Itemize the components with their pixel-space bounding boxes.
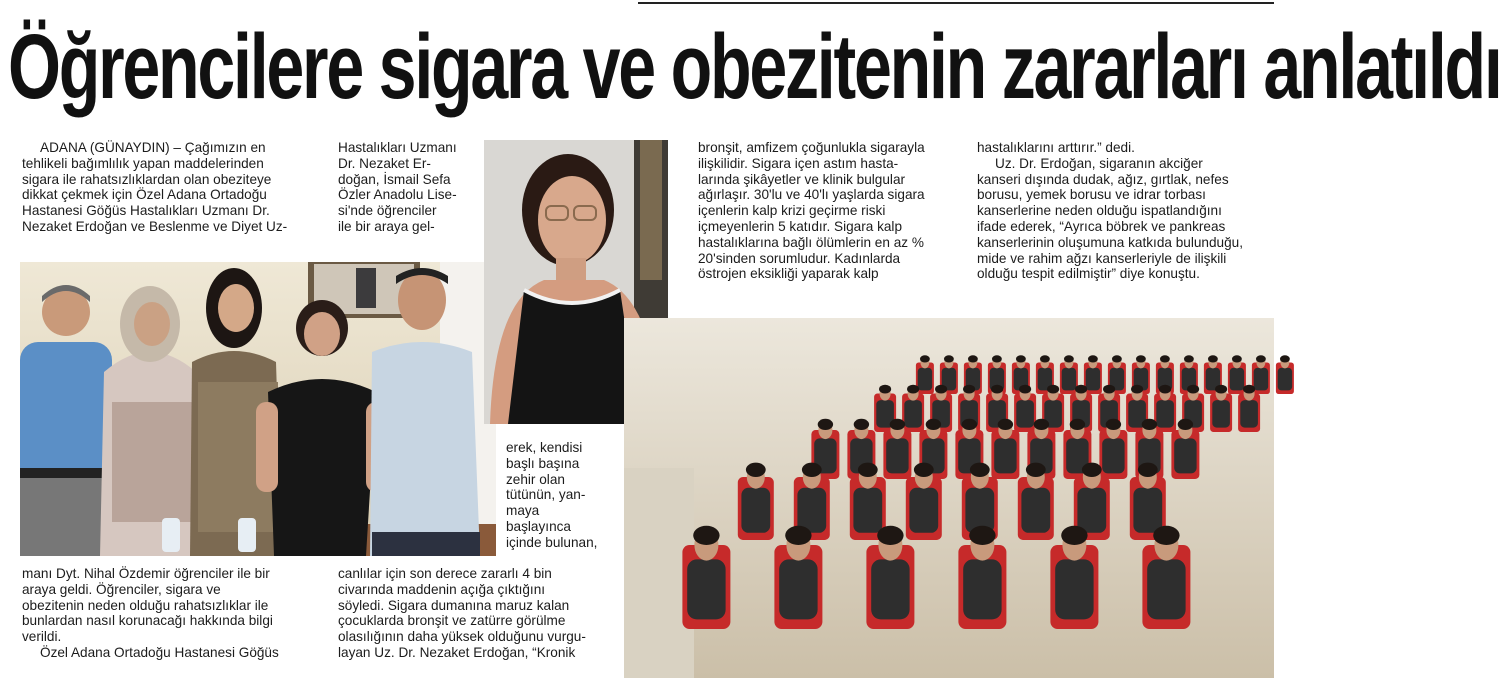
text-line: 20'sinden sorumludur. Kadınlarda xyxy=(698,250,901,266)
text-line: verildi. xyxy=(22,629,62,645)
text-line: layan Uz. Dr. Nezaket Erdoğan, “Kronik xyxy=(338,644,576,660)
text-line: Özler Anadolu Lise- xyxy=(338,187,457,203)
text-line: Hastalıkları Uzmanı xyxy=(338,140,457,155)
text-line: söyledi. Sigara dumanına maruz kalan xyxy=(338,597,570,613)
article-col1-top xyxy=(22,140,318,235)
text-line: başlayınca xyxy=(506,518,571,534)
article-col5-top xyxy=(977,140,1274,282)
text-line: tehlikeli bağımlılık yapan maddelerinden xyxy=(22,155,264,171)
text-line: ADANA (GÜNAYDIN) – Çağımızın en xyxy=(40,140,266,155)
article-col4-top xyxy=(698,140,964,282)
text-line: obezitenin neden olduğu rahatsızlıklar ile xyxy=(22,597,269,613)
text-line: dikkat çekmek için Özel Adana Ortadoğu xyxy=(22,187,267,203)
text-line: ile bir araya gel- xyxy=(338,218,435,234)
text-line: içenlerin kalp krizi geçirme riski xyxy=(698,203,886,219)
auditorium-photo xyxy=(624,318,1274,678)
article-col2-top xyxy=(338,140,483,235)
text-line: östrojen eksikliği yaparak kalp xyxy=(698,266,879,282)
headline: Öğrencilere sigara ve obezitenin zararları anlatıldı xyxy=(8,16,1501,118)
text-line: kanserlerine neden olduğu ispatlandığını xyxy=(977,203,1222,219)
text-line: içmeyenlerin 5 katıdır. Sigara kalp xyxy=(698,218,903,234)
text-line: mide ve rahim ağzı kanserleriyle de ilişkili xyxy=(977,250,1227,266)
text-line: bunlardan nasıl korunacağı hakkında bilgi xyxy=(22,613,273,629)
text-line: erek, kendisi xyxy=(506,440,583,455)
text-line: Nezaket Erdoğan ve Beslenme ve Diyet Uz- xyxy=(22,218,288,234)
text-line: sigara ile rahatsızlıklardan olan obeziteye xyxy=(22,171,272,187)
text-line: hastalıklarını arttırır.” dedi. xyxy=(977,140,1135,155)
article-col2-bottom xyxy=(338,566,628,661)
text-line: larında şikâyetler ve klinik bulgular xyxy=(698,171,906,187)
text-line: kanserlerinin oluşumuna katkıda bulunduğu, xyxy=(977,234,1244,250)
text-line: hastalıklarına bağlı ölümlerin en az % xyxy=(698,234,924,250)
text-line: civarında maddenin açığa çıktığını xyxy=(338,581,546,597)
text-line: manı Dyt. Nihal Özdemir öğrenciler ile bir xyxy=(22,566,270,581)
text-line: zehir olan xyxy=(506,471,565,487)
text-line: Uz. Dr. Erdoğan, sigaranın akciğer xyxy=(995,155,1203,171)
text-line: si'nde öğrenciler xyxy=(338,203,437,219)
article-col1-bottom xyxy=(22,566,322,661)
text-line: olasılığının daha yüksek olduğunu vurgu- xyxy=(338,629,586,645)
text-line: kanseri dışında dudak, ağız, gırtlak, nefes xyxy=(977,171,1229,187)
text-line: olduğu tespit edilmiştir” diye konuştu. xyxy=(977,266,1200,282)
text-line: Dr. Nezaket Er- xyxy=(338,155,431,171)
text-line: ağırlaşır. 30'lu ve 40'lı yaşlarda sigara xyxy=(698,187,925,203)
text-line: araya geldi. Öğrenciler, sigara ve xyxy=(22,581,221,597)
text-line: maya xyxy=(506,503,540,519)
text-line: çocuklarda bronşit ve zatürre görülme xyxy=(338,613,566,629)
text-line: Hastanesi Göğüs Hastalıkları Uzmanı Dr. xyxy=(22,203,270,219)
text-line: içinde bulunan, xyxy=(506,534,598,550)
text-line: doğan, İsmail Sefa xyxy=(338,171,451,187)
text-line: tütünün, yan- xyxy=(506,487,586,503)
text-line: canlılar için son derece zararlı 4 bin xyxy=(338,566,552,581)
text-line: ifade ederek, “Ayrıca böbrek ve pankreas xyxy=(977,218,1226,234)
top-rule xyxy=(638,2,1274,4)
group-photo xyxy=(20,262,496,556)
text-line: ilişkilidir. Sigara içen astım hasta- xyxy=(698,155,899,171)
text-line: borusu, yemek borusu ve idrar torbası xyxy=(977,187,1206,203)
text-line: bronşit, amfizem çoğunlukla sigarayla xyxy=(698,140,925,155)
article-col3-mid xyxy=(506,440,624,551)
text-line: başlı başına xyxy=(506,455,580,471)
text-line: Özel Adana Ortadoğu Hastanesi Göğüs xyxy=(40,644,279,660)
